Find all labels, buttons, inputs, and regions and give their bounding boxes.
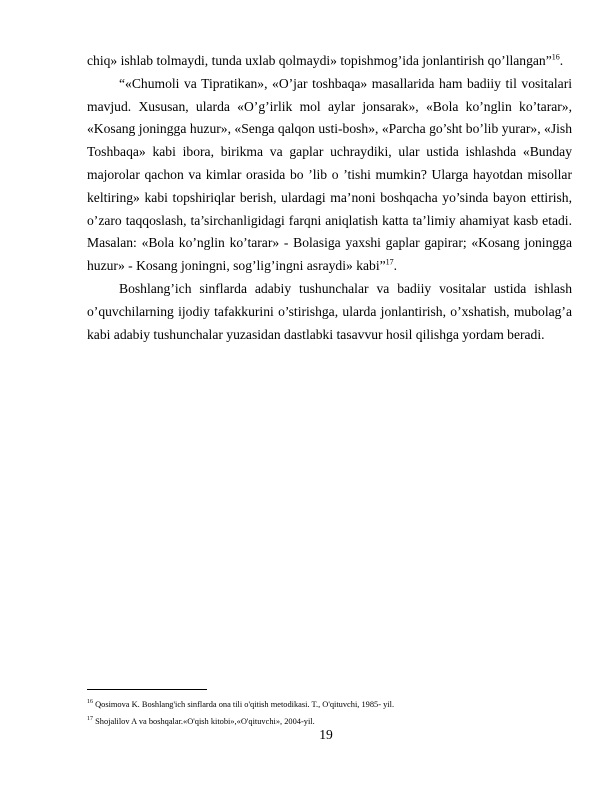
paragraph-2 [87,73,572,278]
footnote-separator [87,689,207,690]
paragraph-1 [87,50,572,73]
paragraph-1-text: chiq» ishlab tolmaydi, tunda uxlab qolmaydi» topishmog’ida jonlantirish qo’llangan” [87,53,552,68]
footnote-16 [87,696,572,713]
paragraph-1-tail: . [559,53,564,68]
paragraph-2-tail: . [393,258,398,274]
paragraph-2-text: “«Chumoli va Tipratikan», «O’jar toshbaqa» masallarida ham badiiy til vositalari mavjud. Xususan, ularda «O’g’irlik mol aylar jonsarak», «Bola ko’nglin ko’tarar», «Kosang joningga huzur», «Senga qalqon usti-bosh», «Parcha go’sht bo’lib yurar», «Jish Toshbaqa» kabi ibora, birikma va gaplar uchraydiki, ular ustida ishlashda «Bunday majorolar qachon va kimlar orasida bo ’lib o ’tishi mumkin? Ularga hayotdan misollar keltiring» kabi topshiriqlar berish, ulardagi ma’noni boshqacha yo’sinda bayon ettirish, o’zaro taqqoslash, ta’sirchanligidagi farqni aniqlatish katta ta’limiy ahamiyat kasb etadi. Masalan: «Bola ko’nglin ko’tarar» - Bolasiga yaxshi gaplar gapirar; «Kosang joningga huzur» - Kosang joningni, sog’lig’ingni asraydi» kabi” [87,75,572,274]
footnote-number-17: 17 [87,716,93,723]
footnote-ref-16[interactable]: 16 [551,52,560,62]
footnotes [87,696,572,730]
footnote-number-16: 16 [87,699,93,706]
footnote-text-17: Shojalilov A va boshqalar.«O'qish kitobi»,«O'qituvchi», 2004-yil. [93,717,315,726]
page-number: 19 [319,727,333,742]
footnote-ref-17[interactable]: 17 [385,257,394,267]
page-body [87,50,572,346]
paragraph-3-text: Boshlang’ich sinflarda adabiy tushunchalar va badiiy vositalar ustida ishlash o’quvchilarning ijodiy tafakkurini o’stirishga, ularda jonlantirish, o’xshatish, mubolag’a kabi adabiy tushunchalar yuzasidan dastlabki tasavvur hosil qilishga yordam beradi. [87,280,572,342]
paragraph-3 [87,278,572,346]
footnote-text-16: Qosimova K. Boshlang'ich sinflarda ona tili o'qitish metodikasi. T., O'qituvchi, 1985- yil. [93,700,395,709]
